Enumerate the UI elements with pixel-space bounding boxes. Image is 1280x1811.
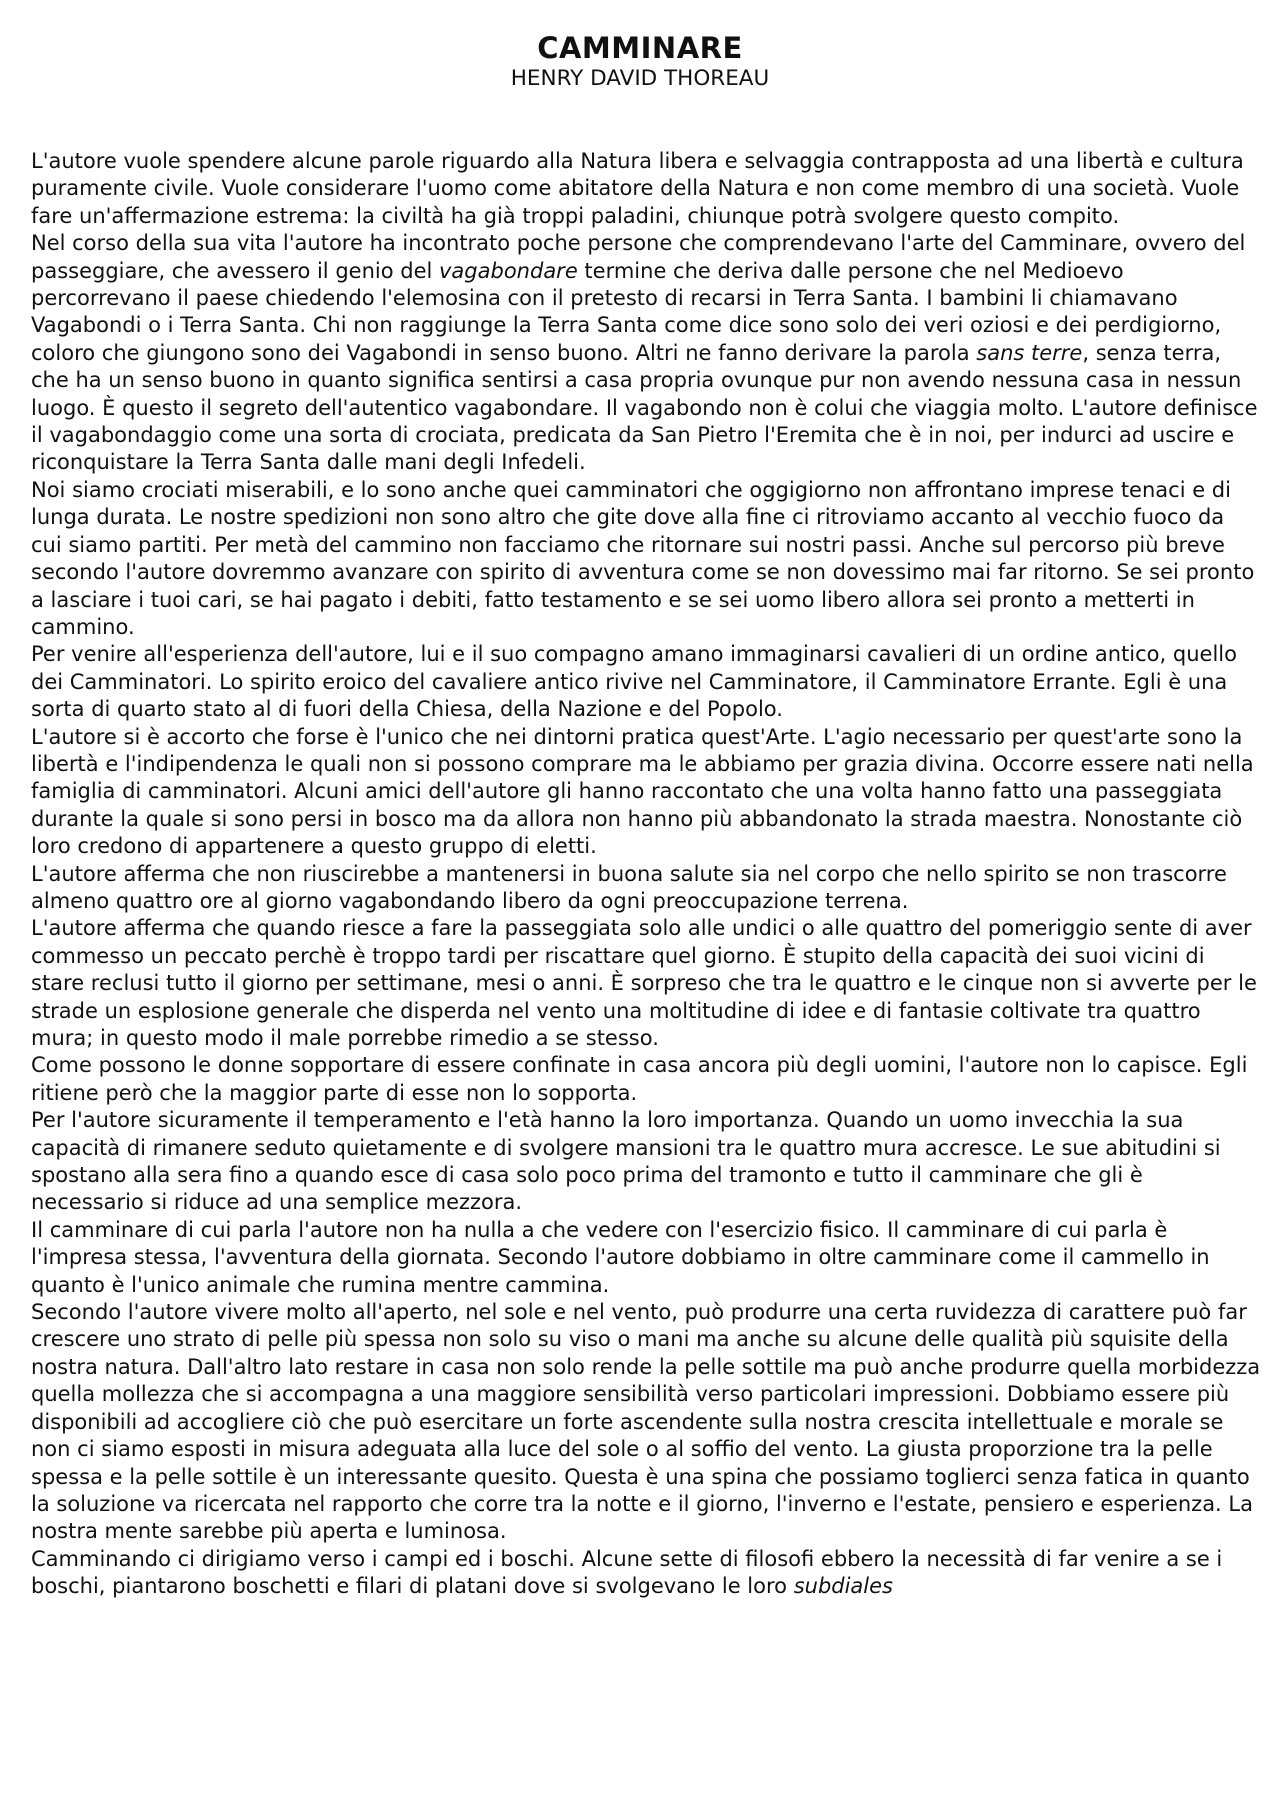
italic-term: vagabondare: [439, 258, 578, 283]
paragraph-text: termine che deriva dalle persone che nel Medioevo percorrevano il paese chiedendo l'elemosina con il pretesto di recarsi in Terra Santa. I bambini li chiamavano Vagabondi o i Terra Santa. Chi non raggiunge la Terra Santa come dice sono solo dei veri oziosi e dei perdigiorno, coloro che giungono sono dei Vagabondi in senso buono. Altri ne fanno derivare la parola: [31, 258, 1222, 365]
document-title: CAMMINARE: [537, 31, 743, 65]
paragraph: L'autore afferma che quando riesce a fare la passeggiata solo alle undici o alle quattro del pomeriggio sente di aver commesso un peccato perchè è troppo tardi per riscattare quel giorno. È stupito della capacità dei suoi vicini di stare reclusi tutto il giorno per settimane, mesi o anni. È sorpreso che tra le quattro e le cinque non si avverte per le strade un esplosione generale che disperda nel vento una moltitudine di idee e di fantasie coltivate tra quattro mura; in questo modo il male porrebbe rimedio a se stesso.: [31, 916, 1257, 1050]
italic-term: subdiales: [793, 1574, 893, 1599]
document-author: HENRY DAVID THOREAU: [510, 66, 770, 91]
paragraph-text: , senza terra, che ha un senso buono in quanto significa sentirsi a casa propria ovunque pur non avendo nessuna casa in nessun luogo. È questo il segreto dell'autentico vagabondare. Il vagabondo non è colui che viaggia molto. L'autore definisce il vagabondaggio come una sorta di crociata, predicata da San Pietro l'Eremita che è in noi, per indurci ad uscire e riconquistare la Terra Santa dalle mani degli Infedeli.: [31, 340, 1258, 475]
paragraph: Per venire all'esperienza dell'autore, lui e il suo compagno amano immaginarsi cavalieri di un ordine antico, quello dei Camminatori. Lo spirito eroico del cavaliere antico rivive nel Camminatore, il Camminatore Errante. Egli è una sorta di quarto stato al di fuori della Chiesa, della Nazione e del Popolo.: [31, 642, 1237, 722]
paragraph: Per l'autore sicuramente il temperamento e l'età hanno la loro importanza. Quando un uomo invecchia la sua capacità di rimanere seduto quietamente e di svolgere mansioni tra le quattro mura accresce. Le sue abitudini si spostano alla sera fino a quando esce di casa solo poco prima del tramonto e tutto il camminare che gli è necessario si riduce ad una semplice mezzora.: [31, 1108, 1221, 1215]
paragraph: L'autore vuole spendere alcune parole riguardo alla Natura libera e selvaggia contrapposta ad una libertà e cultura puramente civile. Vuole considerare l'uomo come abitatore della Natura e non come membro di una società. Vuole fare un'affermazione estrema: la civiltà ha già troppi paladini, chiunque potrà svolgere questo compito.: [31, 149, 1244, 228]
paragraph-text: Camminando ci dirigiamo verso i campi ed i boschi. Alcune sette di filosofi ebbero la necessità di far venire a se i boschi, piantarono boschetti e filari di platani dove si svolgevano le loro: [31, 1546, 1223, 1599]
paragraph: L'autore afferma che non riuscirebbe a mantenersi in buona salute sia nel corpo che nello spirito se non trascorre almeno quattro ore al giorno vagabondando libero da ogni preoccupazione terrena.: [31, 861, 1227, 913]
document-header: [0, 30, 1280, 92]
paragraph: Secondo l'autore vivere molto all'aperto, nel sole e nel vento, può produrre una certa ruvidezza di carattere può far crescere uno strato di pelle più spessa non solo su viso o mani ma anche su alcune delle qualità più squisite della nostra natura. Dall'altro lato restare in casa non solo rende la pelle sottile ma può anche produrre quella morbidezza quella mollezza che si accompagna a una maggiore sensibilità verso particolari impressioni. Dobbiamo essere più disponibili ad accogliere ciò che può esercitare un forte ascendente sulla nostra crescita intellettuale e morale se non ci siamo esposti in misura adeguata alla luce del sole o al soffio del vento. La giusta proporzione tra la pelle spessa e la pelle sottile è un interessante quesito. Questa è una spina che possiamo toglierci senza fatica in quanto la soluzione va ricercata nel rapporto che corre tra la notte e il giorno, l'inverno e l'estate, pensiero e esperienza. La nostra mente sarebbe più aperta e luminosa.: [31, 1300, 1261, 1544]
paragraph: Il camminare di cui parla l'autore non ha nulla a che vedere con l'esercizio fisico. Il camminare di cui parla è l'impresa stessa, l'avventura della giornata. Secondo l'autore dobbiamo in oltre camminare come il cammello in quanto è l'unico animale che rumina mentre cammina.: [31, 1217, 1210, 1297]
paragraph: Come possono le donne sopportare di essere confinate in casa ancora più degli uomini, l'autore non lo capisce. Egli ritiene però che la maggior parte di esse non lo sopporta.: [31, 1053, 1248, 1105]
italic-term: sans terre: [976, 340, 1083, 365]
paragraph: Noi siamo crociati miserabili, e lo sono anche quei camminatori che oggigiorno non affrontano imprese tenaci e di lunga durata. Le nostre spedizioni non sono altro che gite dove alla fine ci ritroviamo accanto al vecchio fuoco da cui siamo partiti. Per metà del cammino non facciamo che ritornare sui nostri passi. Anche sul percorso più breve secondo l'autore dovremmo avanzare con spirito di avventura come se non dovessimo mai far ritorno. Se sei pronto a lasciare i tuoi cari, se hai pagato i debiti, fatto testamento e se sei uomo libero allora sei pronto a metterti in cammino.: [31, 477, 1255, 639]
paragraph: L'autore si è accorto che forse è l'unico che nei dintorni pratica quest'Arte. L'agio necessario per quest'arte sono la libertà e l'indipendenza le quali non si possono comprare ma le abbiamo per grazia divina. Occorre essere nati nella famiglia di camminatori. Alcuni amici dell'autore gli hanno raccontato che una volta hanno fatto una passeggiata durante la quale si sono persi in bosco ma da allora non hanno più abbandonato la strada maestra. Nonostante ciò loro credono di appartenere a questo gruppo di eletti.: [31, 724, 1254, 859]
document-body: [31, 148, 1261, 1601]
paragraph-text: Nel corso della sua vita l'autore ha incontrato poche persone che comprendevano l'arte del Camminare, ovvero del passeggiare, che avessero il genio del: [31, 231, 1246, 283]
paragraph: [31, 1546, 1261, 1601]
paragraph: [31, 230, 1261, 477]
